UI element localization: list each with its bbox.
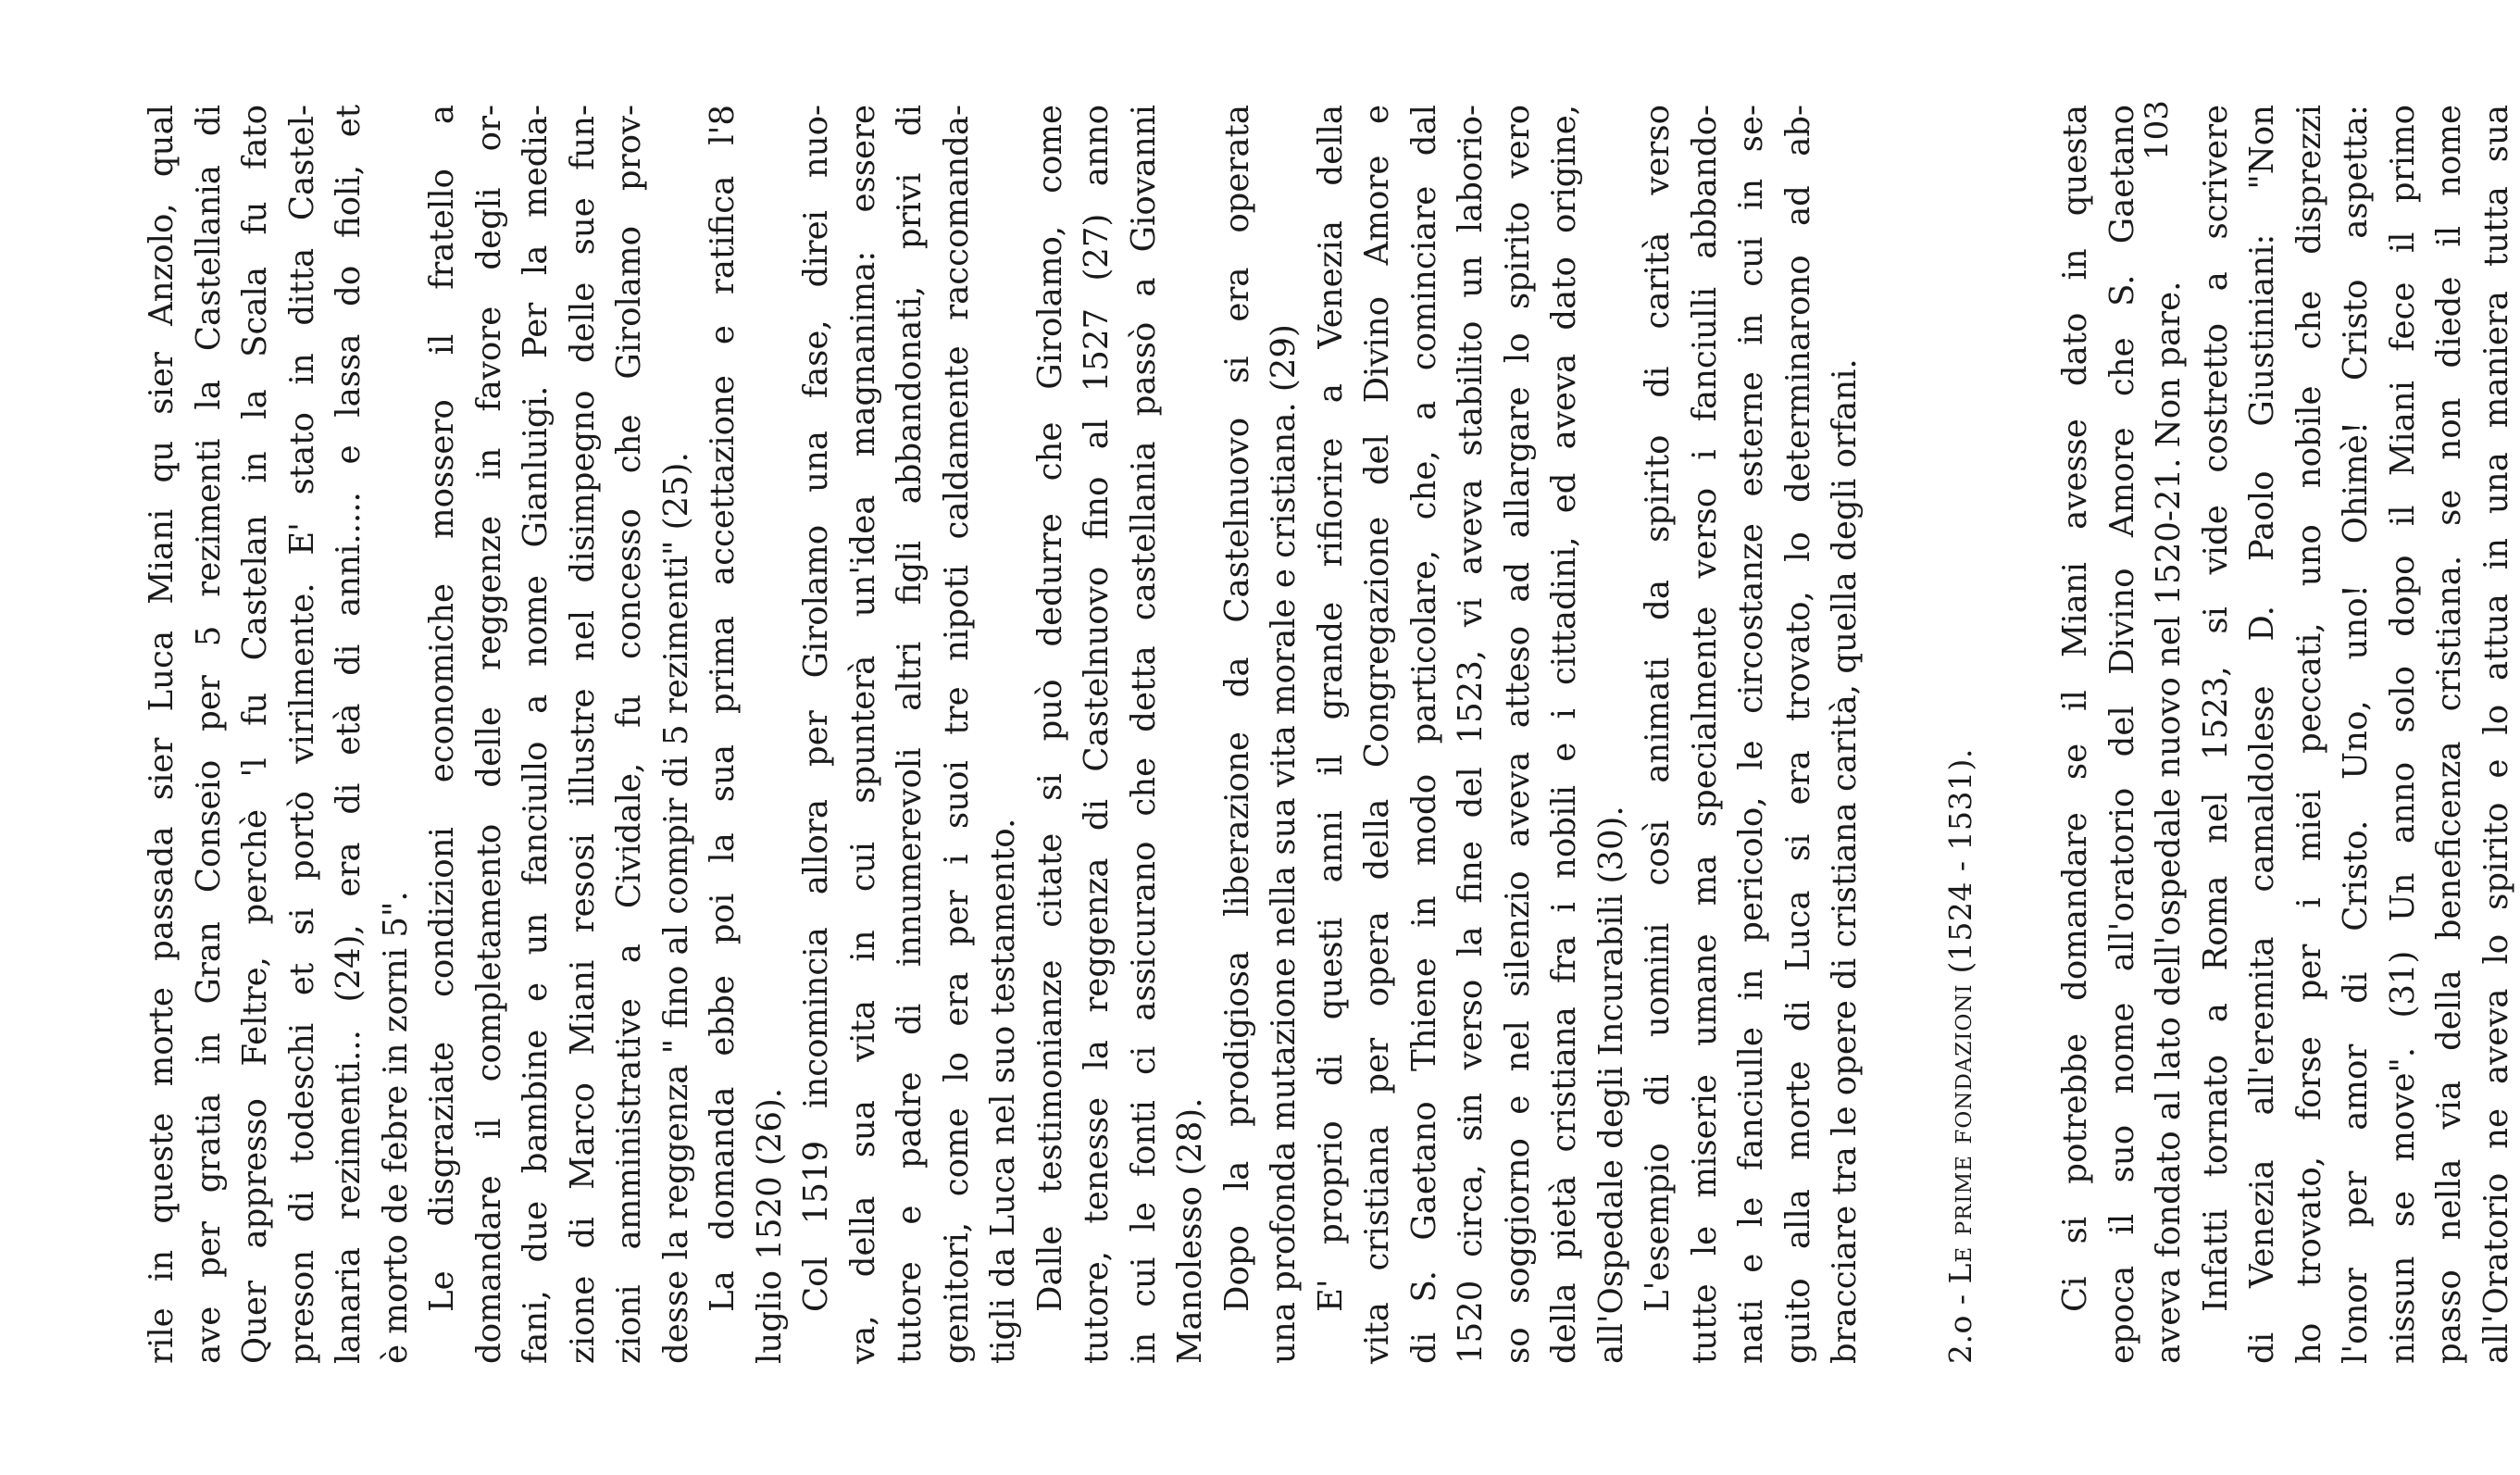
paragraph-quote-end [139,105,419,1364]
text-line: nati e le fanciulle in pericolo, le circostanze esterne in cui in se- [1732,105,1770,1364]
text-line: è morto de febre in zorni 5". [376,891,415,1364]
text-line: zione di Marco Miani resosi illustre nel disimpegno delle sue fun- [563,105,602,1364]
paragraph-prodigiosa [1215,105,1308,1364]
paragraph-potrebbe [2052,105,2193,1364]
text-line: guito alla morte di Luca si era trovato, lo determinarono ad ab- [1778,105,1817,1364]
text-line: so soggiorno e nel silenzio aveva atteso ad allargare lo spirito vero [1498,105,1537,1364]
text-line: della pietà cristiana fra i nobili e i cittadini, ed aveva dato origine, [1545,105,1583,1364]
text-line: va, della sua vita in cui spunterà un'idea magnanima: essere [843,105,882,1364]
text-line: aveva fondato al lato dell'ospedale nuovo nel 1520-21. Non pare. [2150,281,2188,1364]
paragraph-infatti [2193,105,2520,1364]
text-line: L'esempio di uomini così animati da spirito di carità verso [1639,105,1677,1312]
text-line: l'onor per amor di Cristo. Uno, uno! Ohimè! Cristo aspetta: [2337,105,2375,1364]
text-line: E' proprio di questi anni il grande rifiorire a Venezia della [1311,105,1350,1312]
text-line: desse la reggenza " fino al compir di 5 rezimenti" (25). [656,452,695,1364]
text-line: lanaria rezimenti... (24), era di età di anni..... e lassa do fioli, et [330,105,368,1364]
section-title: Le prime fondazioni [1941,983,1978,1284]
paragraph-testimonianze [1028,105,1215,1364]
text-line: tigli da Luca nel suo testamento. [984,818,1022,1364]
paragraph-domanda [700,105,793,1364]
text-line: Dalle testimonianze citate si può dedurre che Girolamo, come [1030,105,1069,1312]
text-line: in cui le fonti ci assicurano che detta castellania passò a Giovanni [1124,105,1163,1364]
text-line: vita cristiana per opera della Congregazione del Divino Amore e [1358,105,1396,1364]
text-line: Quer appresso Feltre, perchè 'l fu Castelan in la Scala fu fato [236,105,274,1364]
text-line: 1520 circa, sin verso la fine del 1523, vi aveva stabilito un laborio- [1452,105,1490,1364]
text-line: domandare il completamento delle reggenze in favore degli or- [469,105,508,1364]
text-line: Col 1519 incomincia allora per Girolamo una fase, direi nuo- [797,105,835,1312]
paragraph-esempio [1635,105,1869,1364]
text-line: ho trovato, forse per i miei peccati, uno nobile che disprezzi [2289,105,2328,1364]
text-line: zioni amministrative a Cividale, fu concesso che Girolamo prov- [610,105,648,1364]
text-line: tutore e padre di innumerevoli altri figli abbandonati, privi di [891,105,929,1364]
text-line: genitori, come lo era per i suoi tre nipoti caldamente raccomanda- [937,105,976,1364]
text-line: epoca il suo nome all'oratorio del Divino Amore che S. Gaetano [2102,105,2141,1364]
text-line: luglio 1520 (26). [750,1087,789,1364]
text-line: Infatti tornato a Roma nel 1523, si vide costretto a scrivere [2196,105,2235,1312]
section-number: 2.o - [1941,1294,1978,1364]
page-body [139,105,2520,1364]
paragraph-proprio [1308,105,1636,1364]
text-line: rile in queste morte passada sier Luca Miani qu sier Anzolo, qual [143,105,181,1364]
text-line: tutore, tenesse la reggenza di Castelnuovo fino al 1527 (27) anno [1078,105,1116,1364]
text-line: preson di todeschi et si portò virilmente. E' stato in ditta Castel- [282,105,321,1364]
text-line: di Venezia all'eremita camaldolese D. Paolo Giustiniani: "Non [2243,105,2281,1364]
text-line: di S. Gaetano Thiene in modo particolare, che, a cominciare dal [1404,105,1443,1364]
text-line: bracciare tra le opere di cristiana carità, quella degli orfani. [1826,358,1864,1364]
text-line: Manolesso (28). [1171,1097,1209,1364]
text-line: ave per gratia in Gran Conseio per 5 rezimenti la Castellania di [189,105,228,1364]
text-line: una profonda mutazione nella sua vita morale e cristiana. (29) [1265,324,1303,1364]
text-line: tutte le miserie umane ma specialmente verso i fanciulli abbando- [1685,105,1724,1364]
text-line: fani, due bambine e un fanciullo a nome Gianluigi. Per la media- [517,105,555,1364]
section-dates: (1524 - 1531). [1941,748,1978,974]
section-heading [1938,105,1985,1364]
text-line: Le disgraziate condizioni economiche mossero il fratello a [423,105,461,1312]
page-number: 103 [2139,100,2176,160]
text-line: La domanda ebbe poi la sua prima accettazione e ratifica l'8 [704,105,742,1312]
paragraph-disgraziate [419,105,700,1364]
paragraph-1519 [793,105,1028,1364]
section-gap [1984,105,2052,1364]
text-line: Dopo la prodigiosa liberazione da Castelnuovo si era operata [1217,105,1256,1312]
section-gap [1869,105,1938,1364]
text-line: all'Oratorio ne aveva lo spirito e lo attua in una maniera tutta sua [2476,105,2515,1364]
text-line: all'Ospedale degli Incurabili (30). [1591,806,1630,1364]
text-line: passo nella via della beneficenza cristiana. se non diede il nome [2430,105,2468,1364]
text-line: nissun se move". (31) Un anno solo dopo il Miani fece il primo [2383,105,2422,1364]
text-line: Ci si potrebbe domandare se il Miani avesse dato in questa [2056,105,2094,1312]
